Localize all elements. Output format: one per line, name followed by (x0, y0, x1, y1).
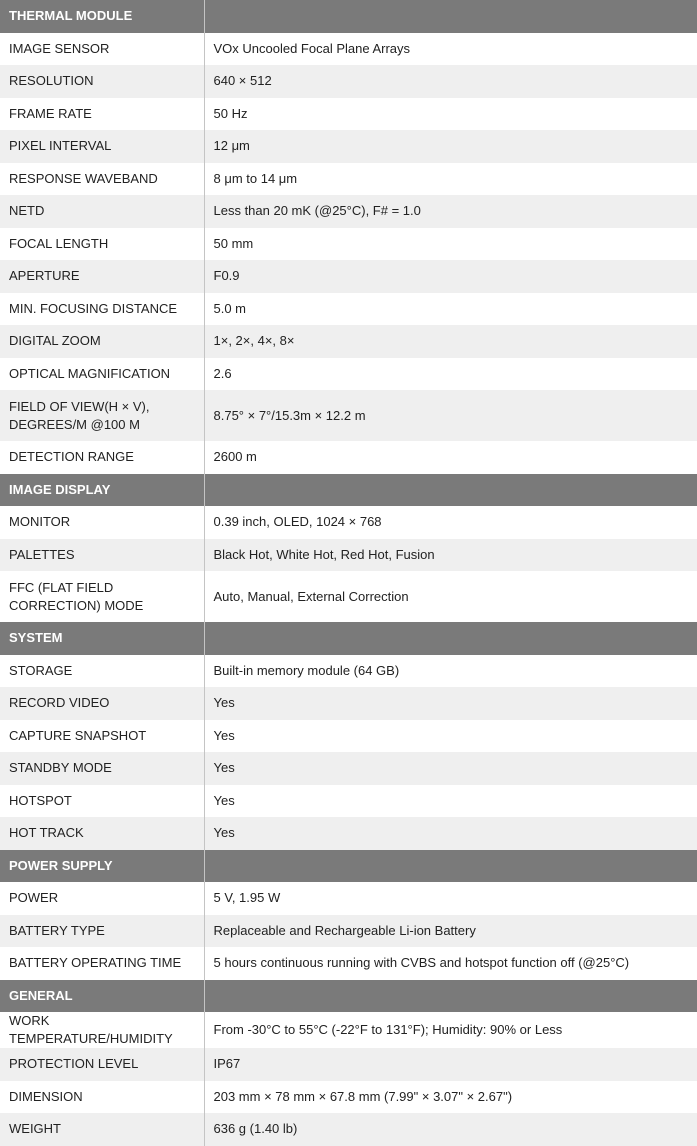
spec-row (0, 1012, 697, 1048)
spec-value: IP67 (204, 1048, 697, 1081)
spec-label: HOT TRACK (0, 817, 204, 850)
spec-row (0, 1113, 697, 1146)
spec-row (0, 325, 697, 358)
spec-label: OPTICAL MAGNIFICATION (0, 358, 204, 391)
section-header-row (0, 0, 697, 33)
spec-label: RECORD VIDEO (0, 687, 204, 720)
section-header-row (0, 850, 697, 883)
spec-value: 5 hours continuous running with CVBS and hotspot function off (@25°C) (204, 947, 697, 980)
section-header-row (0, 622, 697, 655)
spec-label: FIELD OF VIEW(H × V), DEGREES/M @100 M (0, 390, 204, 441)
spec-label: PALETTES (0, 539, 204, 572)
spec-row (0, 390, 697, 441)
spec-row (0, 98, 697, 131)
spec-row (0, 687, 697, 720)
spec-row (0, 506, 697, 539)
spec-row (0, 752, 697, 785)
spec-value: 1×, 2×, 4×, 8× (204, 325, 697, 358)
spec-row (0, 358, 697, 391)
spec-value: Less than 20 mK (@25°C), F# = 1.0 (204, 195, 697, 228)
section-header-row (0, 980, 697, 1013)
spec-label: BATTERY TYPE (0, 915, 204, 948)
spec-row (0, 65, 697, 98)
section-header-blank (204, 474, 697, 507)
spec-row (0, 228, 697, 261)
spec-label: FOCAL LENGTH (0, 228, 204, 261)
spec-value: 5.0 m (204, 293, 697, 326)
spec-value: VOx Uncooled Focal Plane Arrays (204, 33, 697, 66)
spec-row (0, 785, 697, 818)
spec-value: 8 μm to 14 μm (204, 163, 697, 196)
spec-row (0, 33, 697, 66)
section-title: GENERAL (0, 980, 204, 1013)
spec-value: 203 mm × 78 mm × 67.8 mm (7.99" × 3.07" × 2.67") (204, 1081, 697, 1114)
spec-row (0, 1081, 697, 1114)
spec-value: 12 μm (204, 130, 697, 163)
spec-label: CAPTURE SNAPSHOT (0, 720, 204, 753)
spec-label: PIXEL INTERVAL (0, 130, 204, 163)
spec-row (0, 1048, 697, 1081)
spec-value: 636 g (1.40 lb) (204, 1113, 697, 1146)
spec-row (0, 163, 697, 196)
spec-label: FRAME RATE (0, 98, 204, 131)
spec-value: Yes (204, 720, 697, 753)
spec-row (0, 130, 697, 163)
spec-label: STANDBY MODE (0, 752, 204, 785)
spec-row (0, 882, 697, 915)
spec-row (0, 195, 697, 228)
spec-value: 8.75° × 7°/15.3m × 12.2 m (204, 390, 697, 441)
spec-value: 0.39 inch, OLED, 1024 × 768 (204, 506, 697, 539)
spec-label: STORAGE (0, 655, 204, 688)
spec-label: RESOLUTION (0, 65, 204, 98)
spec-value: Replaceable and Rechargeable Li-ion Battery (204, 915, 697, 948)
spec-value: Yes (204, 687, 697, 720)
spec-label: DIGITAL ZOOM (0, 325, 204, 358)
section-title: POWER SUPPLY (0, 850, 204, 883)
section-header-blank (204, 622, 697, 655)
spec-value: Built-in memory module (64 GB) (204, 655, 697, 688)
section-title: IMAGE DISPLAY (0, 474, 204, 507)
spec-value: 640 × 512 (204, 65, 697, 98)
spec-label: POWER (0, 882, 204, 915)
spec-label: DETECTION RANGE (0, 441, 204, 474)
spec-value: 50 mm (204, 228, 697, 261)
section-title: THERMAL MODULE (0, 0, 204, 33)
spec-label: BATTERY OPERATING TIME (0, 947, 204, 980)
spec-row (0, 720, 697, 753)
spec-row (0, 817, 697, 850)
spec-row (0, 539, 697, 572)
spec-row (0, 441, 697, 474)
spec-value: Black Hot, White Hot, Red Hot, Fusion (204, 539, 697, 572)
spec-value: 2.6 (204, 358, 697, 391)
spec-row (0, 571, 697, 622)
spec-value: 50 Hz (204, 98, 697, 131)
spec-label: MIN. FOCUSING DISTANCE (0, 293, 204, 326)
spec-label: WEIGHT (0, 1113, 204, 1146)
spec-label: IMAGE SENSOR (0, 33, 204, 66)
section-title: SYSTEM (0, 622, 204, 655)
spec-label: WORK TEMPERATURE/HUMIDITY (0, 1012, 204, 1048)
spec-value: Yes (204, 785, 697, 818)
section-header-blank (204, 980, 697, 1013)
spec-label: HOTSPOT (0, 785, 204, 818)
spec-value: 2600 m (204, 441, 697, 474)
spec-row (0, 947, 697, 980)
spec-value: Yes (204, 752, 697, 785)
section-header-blank (204, 850, 697, 883)
spec-value: Yes (204, 817, 697, 850)
spec-row (0, 260, 697, 293)
spec-label: RESPONSE WAVEBAND (0, 163, 204, 196)
spec-value: 5 V, 1.95 W (204, 882, 697, 915)
spec-value: From -30°C to 55°C (-22°F to 131°F); Humidity: 90% or Less (204, 1012, 697, 1048)
section-header-row (0, 474, 697, 507)
spec-value: Auto, Manual, External Correction (204, 571, 697, 622)
spec-value: F0.9 (204, 260, 697, 293)
spec-label: NETD (0, 195, 204, 228)
spec-label: MONITOR (0, 506, 204, 539)
spec-label: APERTURE (0, 260, 204, 293)
spec-label: PROTECTION LEVEL (0, 1048, 204, 1081)
spec-label: DIMENSION (0, 1081, 204, 1114)
spec-label: FFC (FLAT FIELD CORRECTION) MODE (0, 571, 204, 622)
spec-row (0, 655, 697, 688)
section-header-blank (204, 0, 697, 33)
spec-row (0, 915, 697, 948)
spec-row (0, 293, 697, 326)
